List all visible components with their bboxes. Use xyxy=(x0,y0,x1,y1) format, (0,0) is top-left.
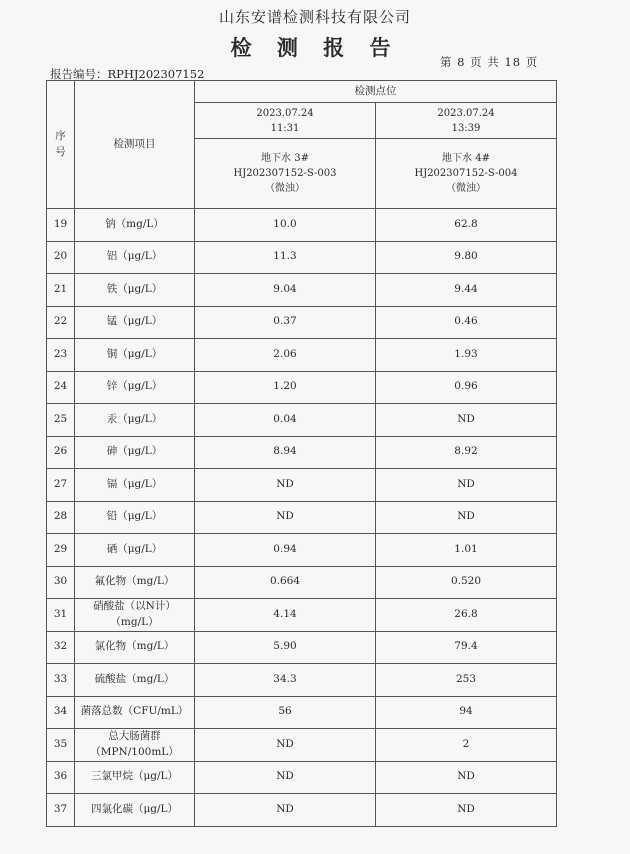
row-value-sample-2: 1.01 xyxy=(376,534,557,567)
row-item xyxy=(75,566,195,599)
table-row xyxy=(47,209,557,242)
item-name: 铅（μg/L） xyxy=(106,510,163,523)
row-item xyxy=(75,794,195,827)
row-value-sample-2: 26.8 xyxy=(376,599,557,632)
row-value-sample-1: 5.90 xyxy=(195,631,376,664)
row-value-sample-2: 62.8 xyxy=(376,209,557,242)
row-item xyxy=(75,761,195,794)
row-item xyxy=(75,696,195,729)
sample-1-note: （微浊） xyxy=(265,183,305,194)
sample-2-date: 2023.07.24 xyxy=(437,107,495,119)
row-value-sample-1: 2.06 xyxy=(195,339,376,372)
row-value-sample-1: 56 xyxy=(195,696,376,729)
report-title: 检 测 报 告 xyxy=(230,35,400,60)
row-value-sample-2: ND xyxy=(376,761,557,794)
row-value-sample-1: ND xyxy=(195,501,376,534)
table-row xyxy=(47,404,557,437)
row-value-sample-2: ND xyxy=(376,469,557,502)
row-number: 21 xyxy=(47,274,75,307)
item-name: 铁（μg/L） xyxy=(106,282,163,295)
row-number: 19 xyxy=(47,209,75,242)
item-unit: （mg/L） xyxy=(110,615,159,628)
row-item xyxy=(75,729,195,762)
row-number: 24 xyxy=(47,371,75,404)
sample-1-datetime xyxy=(195,103,376,139)
table-row xyxy=(47,436,557,469)
sample-1-date: 2023.07.24 xyxy=(256,107,314,119)
row-value-sample-1: 0.04 xyxy=(195,404,376,437)
row-item xyxy=(75,339,195,372)
row-value-sample-2: 253 xyxy=(376,664,557,697)
table-row xyxy=(47,599,557,632)
sample-2-note: （微浊） xyxy=(446,183,486,194)
table-row xyxy=(47,274,557,307)
row-value-sample-1: ND xyxy=(195,469,376,502)
row-value-sample-2: 9.44 xyxy=(376,274,557,307)
row-value-sample-1: 34.3 xyxy=(195,664,376,697)
table-row xyxy=(47,761,557,794)
sample-2-info xyxy=(376,139,557,209)
table-row xyxy=(47,794,557,827)
row-item xyxy=(75,631,195,664)
item-name: 锰（μg/L） xyxy=(106,315,163,328)
table-row xyxy=(47,501,557,534)
row-number: 35 xyxy=(47,729,75,762)
row-value-sample-1: 11.3 xyxy=(195,241,376,274)
table-row xyxy=(47,534,557,567)
row-value-sample-2: ND xyxy=(376,501,557,534)
table-row xyxy=(47,469,557,502)
item-name: 钠（mg/L） xyxy=(105,217,164,230)
item-name: 四氯化碳（μg/L） xyxy=(90,802,179,815)
row-value-sample-1: 10.0 xyxy=(195,209,376,242)
row-number: 26 xyxy=(47,436,75,469)
table-row xyxy=(47,631,557,664)
table-row xyxy=(47,306,557,339)
row-item xyxy=(75,534,195,567)
row-item xyxy=(75,209,195,242)
row-value-sample-1: ND xyxy=(195,761,376,794)
row-value-sample-2: 1.93 xyxy=(376,339,557,372)
row-number: 28 xyxy=(47,501,75,534)
header-points: 检测点位 xyxy=(195,81,557,103)
row-value-sample-2: ND xyxy=(376,404,557,437)
header-seq: 序号 xyxy=(47,81,75,209)
row-item xyxy=(75,664,195,697)
company-name: 山东安谱检测科技有限公司 xyxy=(218,8,411,26)
row-number: 25 xyxy=(47,404,75,437)
table-row xyxy=(47,339,557,372)
item-name: 锌（μg/L） xyxy=(106,380,163,393)
report-number: 报告编号：RPHJ202307152 xyxy=(50,67,205,81)
table-row xyxy=(47,371,557,404)
item-name: 砷（μg/L） xyxy=(106,445,163,458)
sample-2-time: 13:39 xyxy=(451,122,481,134)
row-item xyxy=(75,501,195,534)
row-number: 23 xyxy=(47,339,75,372)
sample-1-name: 地下水 3# xyxy=(261,153,309,164)
row-value-sample-2: 0.520 xyxy=(376,566,557,599)
sample-1-code: HJ202307152-S-003 xyxy=(233,168,337,179)
row-value-sample-1: ND xyxy=(195,794,376,827)
row-number: 30 xyxy=(47,566,75,599)
page-indicator: 第 8 页 共 18 页 xyxy=(440,55,539,69)
table-row xyxy=(47,566,557,599)
row-item xyxy=(75,469,195,502)
row-number: 27 xyxy=(47,469,75,502)
sample-2-datetime xyxy=(376,103,557,139)
row-item xyxy=(75,436,195,469)
row-value-sample-1: 1.20 xyxy=(195,371,376,404)
row-value-sample-1: ND xyxy=(195,729,376,762)
row-item xyxy=(75,241,195,274)
item-name: 氟化物（mg/L） xyxy=(94,575,175,588)
item-name: 硝酸盐（以N计） xyxy=(93,600,176,612)
row-item xyxy=(75,306,195,339)
sample-1-info xyxy=(195,139,376,209)
sample-2-code: HJ202307152-S-004 xyxy=(414,168,518,179)
row-value-sample-2: 0.96 xyxy=(376,371,557,404)
row-number: 36 xyxy=(47,761,75,794)
table-row xyxy=(47,664,557,697)
item-name: 氯化物（mg/L） xyxy=(94,640,175,653)
table-row xyxy=(47,241,557,274)
item-name: 硒（μg/L） xyxy=(106,542,163,555)
item-name: 三氯甲烷（μg/L） xyxy=(90,770,179,783)
row-value-sample-2: 94 xyxy=(376,696,557,729)
row-number: 32 xyxy=(47,631,75,664)
row-item xyxy=(75,274,195,307)
row-item xyxy=(75,599,195,632)
row-value-sample-1: 4.14 xyxy=(195,599,376,632)
item-name: 汞（μg/L） xyxy=(106,412,163,425)
item-unit: （MPN/100mL） xyxy=(90,745,179,758)
row-value-sample-1: 0.37 xyxy=(195,306,376,339)
sample-1-time: 11:31 xyxy=(270,122,300,134)
table-row xyxy=(47,696,557,729)
row-number: 20 xyxy=(47,241,75,274)
row-value-sample-1: 0.664 xyxy=(195,566,376,599)
sample-2-name: 地下水 4# xyxy=(442,153,490,164)
table-row xyxy=(47,729,557,762)
item-name: 总大肠菌群 xyxy=(108,730,161,742)
item-name: 硫酸盐（mg/L） xyxy=(94,672,175,685)
header-item: 检测项目 xyxy=(75,81,195,209)
row-value-sample-2: 79.4 xyxy=(376,631,557,664)
row-value-sample-2: 2 xyxy=(376,729,557,762)
row-item xyxy=(75,404,195,437)
row-number: 37 xyxy=(47,794,75,827)
row-value-sample-2: 9.80 xyxy=(376,241,557,274)
row-number: 31 xyxy=(47,599,75,632)
row-number: 33 xyxy=(47,664,75,697)
row-value-sample-1: 0.94 xyxy=(195,534,376,567)
row-value-sample-2: 8.92 xyxy=(376,436,557,469)
row-value-sample-1: 8.94 xyxy=(195,436,376,469)
row-value-sample-2: ND xyxy=(376,794,557,827)
row-value-sample-1: 9.04 xyxy=(195,274,376,307)
item-name: 铜（μg/L） xyxy=(106,347,163,360)
row-number: 22 xyxy=(47,306,75,339)
item-name: 镉（μg/L） xyxy=(106,477,163,490)
item-name: 铝（μg/L） xyxy=(106,250,163,263)
item-name: 菌落总数（CFU/mL） xyxy=(80,705,189,718)
row-value-sample-2: 0.46 xyxy=(376,306,557,339)
row-number: 34 xyxy=(47,696,75,729)
row-number: 29 xyxy=(47,534,75,567)
row-item xyxy=(75,371,195,404)
results-table xyxy=(46,80,557,827)
